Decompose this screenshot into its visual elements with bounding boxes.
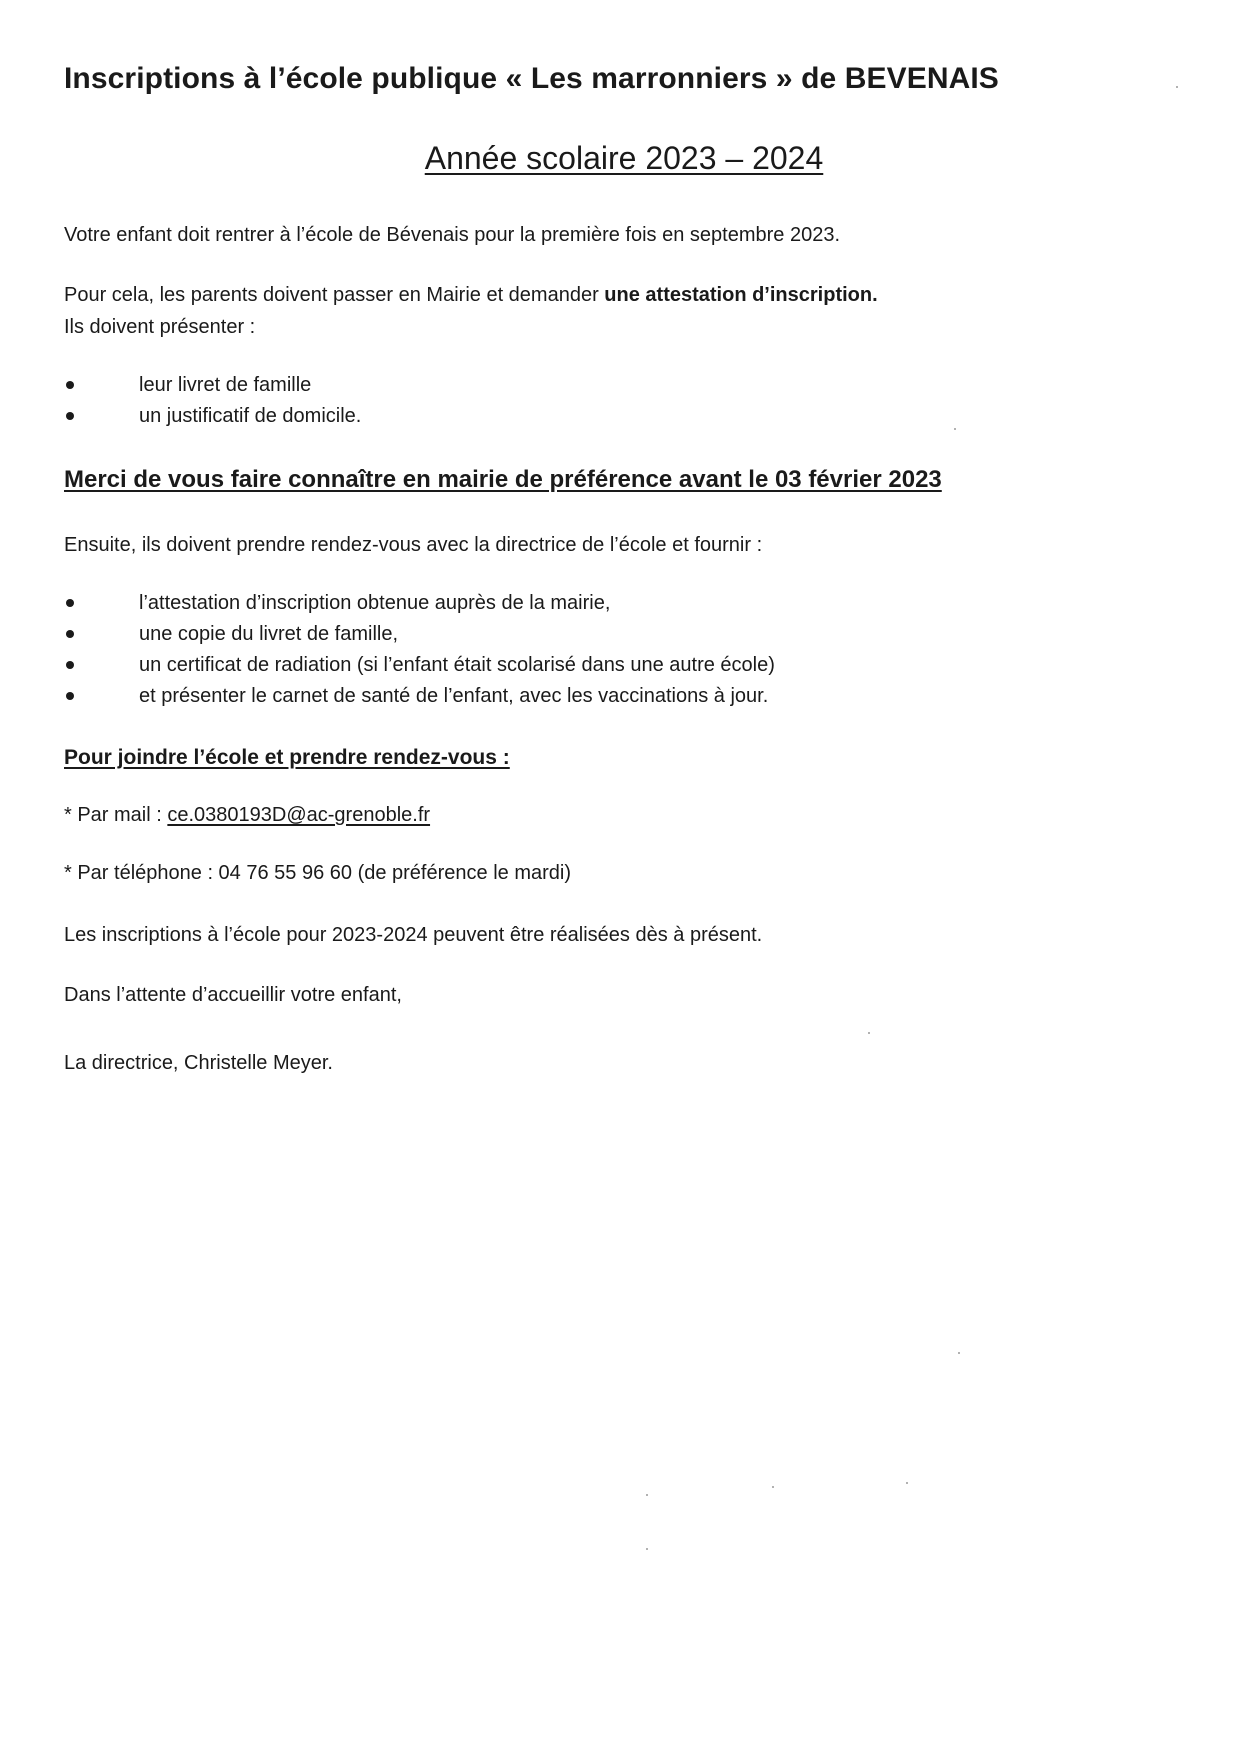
- scan-speck: [958, 1352, 960, 1354]
- bullet-icon: [66, 692, 74, 700]
- deadline-heading: Merci de vous faire connaître en mairie de préférence avant le 03 février 2023: [64, 466, 942, 493]
- mail-label: * Par mail :: [64, 804, 168, 826]
- closing-line: Dans l’attente d’accueillir votre enfant,: [64, 984, 402, 1006]
- scan-speck: [868, 1032, 870, 1034]
- contact-heading: Pour joindre l’école et prendre rendez-vous :: [64, 746, 510, 769]
- scan-speck: [646, 1548, 648, 1550]
- present-intro: Ils doivent présenter :: [64, 316, 256, 338]
- scan-speck: [646, 1494, 648, 1496]
- attestation-emphasis: une attestation d’inscription.: [604, 284, 878, 306]
- mail-link[interactable]: ce.0380193D@ac-grenoble.fr: [167, 804, 431, 826]
- bullet-icon: [66, 661, 74, 669]
- bullet-icon: [66, 412, 74, 420]
- scan-speck: [954, 428, 956, 430]
- document-title: Inscriptions à l’école publique « Les marronniers » de BEVENAIS: [64, 62, 999, 95]
- scan-speck: [772, 1486, 774, 1488]
- scan-speck: [1176, 86, 1178, 88]
- intro-paragraph: Votre enfant doit rentrer à l’école de Bévenais pour la première fois en septembre 2023.: [64, 224, 841, 246]
- scan-speck: [906, 1482, 908, 1484]
- phone-line: * Par téléphone : 04 76 55 96 60 (de préférence le mardi): [64, 862, 571, 884]
- bullet-icon: [66, 630, 74, 638]
- bullet-icon: [66, 599, 74, 607]
- signature: La directrice, Christelle Meyer.: [64, 1052, 333, 1074]
- mairie-paragraph: [64, 284, 878, 307]
- mail-line: [64, 804, 430, 827]
- next-steps-intro: Ensuite, ils doivent prendre rendez-vous avec la directrice de l’école et fournir :: [64, 534, 763, 556]
- document-page: Inscriptions à l’école publique « Les marronniers » de BEVENAIS Année scolaire 2023 – 2024 Votre enfant doit rentrer à l’école de Bévenais pour la première fois en septembre 2023. Pour cela, les parents doivent passer en Mairie et demander une attestation d’inscription. Ils doivent présenter : leur livret de famille un justificatif de domicile. Merci de vous faire connaître en mairie de préférence avant le 03 février 2023 Ensuite, ils doivent prendre rendez-vous avec la directrice de l’école et fournir : l’attestation d’inscription obtenue auprès de la mairie, une copie du livret de famille, un certificat de radiation (si l’enfant était scolarisé dans une autre école) et présenter le carnet de santé de l’enfant, avec les vaccinations à jour. Pour joindre l’école et prendre rendez-vous : * Par mail : ce.0380193D@ac-grenoble.fr * Par téléphone : 04 76 55 96 60 (de préférence le mardi) Les inscriptions à l’école pour 2023-2024 peuvent être réalisées dès à présent. Dans l’attente d’accueillir votre enfant, La directrice, Christelle Meyer.: [0, 0, 1240, 1754]
- bullet-icon: [66, 381, 74, 389]
- school-year-subtitle: Année scolaire 2023 – 2024: [424, 140, 824, 176]
- mairie-text: Pour cela, les parents doivent passer en Mairie et demander: [64, 284, 605, 306]
- registration-note: Les inscriptions à l’école pour 2023-2024 peuvent être réalisées dès à présent.: [64, 924, 763, 946]
